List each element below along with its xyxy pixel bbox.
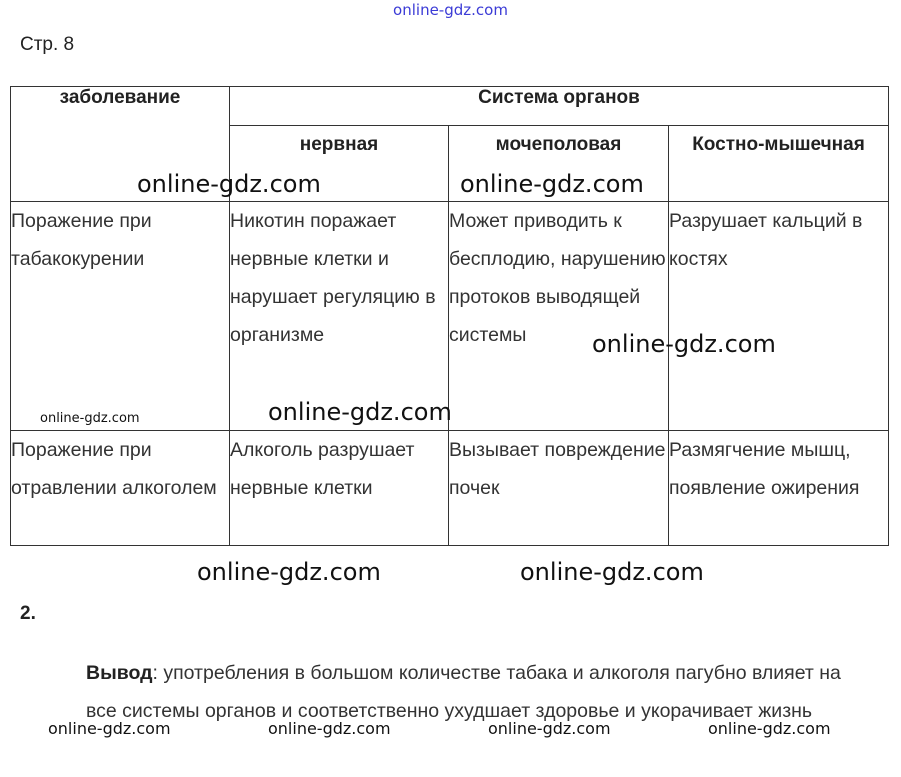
musculoskeletal-cell: Размягчение мышц, появление ожирения	[669, 431, 889, 546]
disease-cell: Поражение при табакокурении	[11, 202, 230, 431]
nervous-cell: Алкоголь разрушает нервные клетки	[230, 431, 449, 546]
disease-cell: Поражение при отравлении алкоголем	[11, 431, 230, 546]
watermark: online-gdz.com	[268, 398, 452, 426]
header-musculoskeletal: Костно-мышечная	[669, 125, 889, 201]
watermark: online-gdz.com	[708, 719, 831, 738]
watermark: online-gdz.com	[48, 719, 171, 738]
table-row	[11, 202, 889, 431]
page-label: Стр. 8	[20, 34, 75, 55]
conclusion-label: Вывод	[86, 662, 153, 684]
watermark: online-gdz.com	[460, 170, 644, 198]
conclusion-text: : употребления в большом количестве табака и алкоголя пагубно влияет на все системы органов и соответственно ухудшает здоровье и укорачивает жизнь	[86, 662, 841, 722]
watermark: online-gdz.com	[40, 411, 140, 426]
top-watermark: online-gdz.com	[393, 1, 508, 19]
watermark: online-gdz.com	[520, 558, 704, 586]
watermark: online-gdz.com	[592, 330, 776, 358]
urogenital-cell: Вызывает повреждение почек	[449, 431, 669, 546]
header-disease: заболевание	[11, 87, 230, 202]
watermark: online-gdz.com	[268, 719, 391, 738]
urogenital-cell: Может приводить к бесплодию, нарушению протоков выводящей системы	[449, 202, 669, 431]
header-urogenital: мочеполовая	[449, 125, 669, 201]
organ-systems-table	[10, 86, 889, 546]
question-number: 2.	[20, 603, 36, 624]
header-organ-system: Система органов	[230, 87, 889, 126]
watermark: online-gdz.com	[137, 170, 321, 198]
musculoskeletal-cell: Разрушает кальций в костях	[669, 202, 889, 431]
watermark: online-gdz.com	[197, 558, 381, 586]
table-row	[11, 431, 889, 546]
header-nervous: нервная	[230, 125, 449, 201]
watermark: online-gdz.com	[488, 719, 611, 738]
nervous-cell: Никотин поражает нервные клетки и нарушает регуляцию в организме	[230, 202, 449, 431]
